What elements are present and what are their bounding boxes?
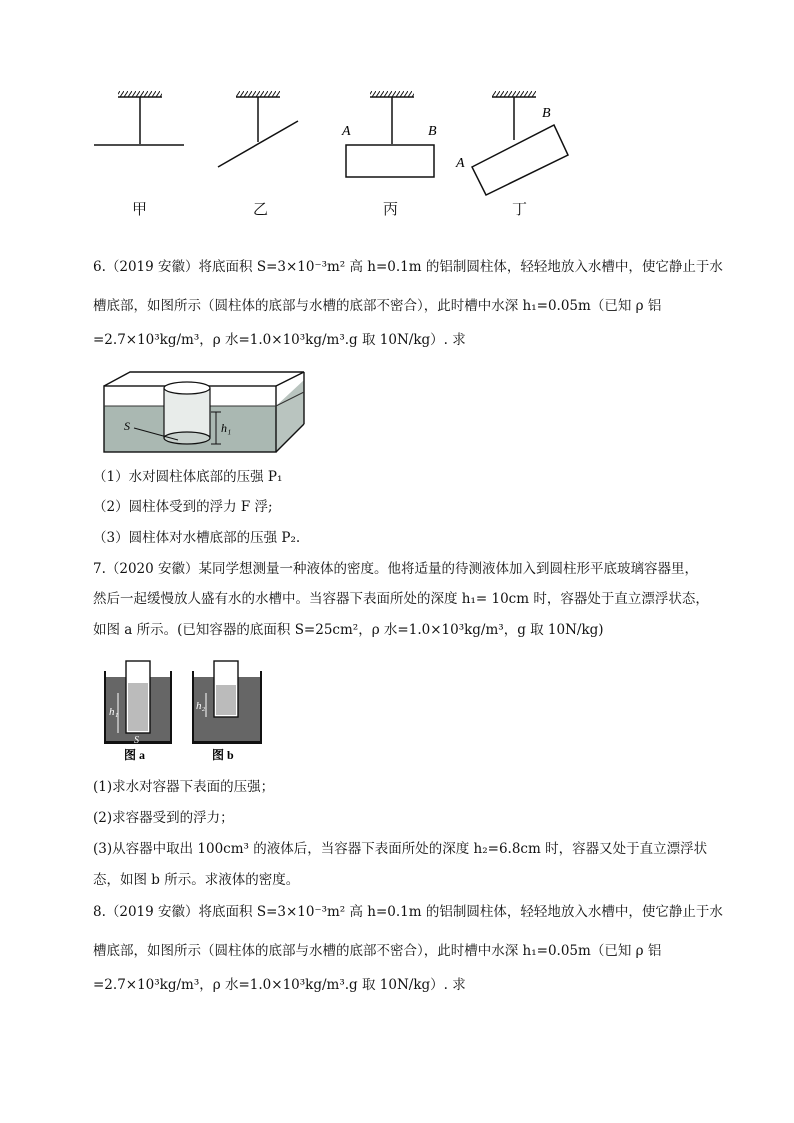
figure-label-ding: 丁: [512, 200, 528, 218]
q7-sub-3a: (3)从容器中取出 100cm³ 的液体后，当容器下表面所处的深度 h₂=6.8cm 时，容器又处于直立漂浮状: [93, 841, 708, 857]
q6-line-3: =2.7×10³kg/m³，ρ 水=1.0×10³kg/m³.g 取 10N/kg）. 求: [93, 332, 466, 348]
q6-sub-1: （1）水对圆柱体底部的压强 P₁: [93, 469, 283, 485]
figure-bing: [341, 91, 437, 177]
q8-line-1: 8.（2019 安徽）将底面积 S=3×10⁻³m² 高 h=0.1m 的铝制圆柱体，轻轻地放入水槽中，使它静止于水: [93, 904, 723, 920]
fig-a-caption: 图 a: [124, 748, 146, 762]
q6-sub-2: （2）圆柱体受到的浮力 F 浮;: [93, 499, 273, 515]
floating-container-figure: [100, 657, 266, 763]
fig-b-h2: h₂: [196, 700, 206, 712]
label-a: A: [342, 124, 351, 139]
q7-line-2: 然后一起缓慢放人盛有水的水槽中。当容器下表面所处的深度 h₁= 10cm 时，容器处于直立漂浮状态，: [93, 591, 709, 607]
q7-sub-3b: 态，如图 b 所示。求液体的密度。: [93, 872, 300, 888]
q6-line-1: 6.（2019 安徽）将底面积 S=3×10⁻³m² 高 h=0.1m 的铝制圆柱体，轻轻地放入水槽中，使它静止于水: [93, 259, 723, 275]
label-a: A: [456, 156, 465, 171]
q6-sub-3: （3）圆柱体对水槽底部的压强 P₂.: [93, 530, 301, 546]
water-tank-cylinder-figure: [100, 368, 308, 456]
fig-b-caption: 图 b: [212, 748, 234, 762]
hanging-rods-figure: [80, 85, 600, 205]
figure-label-jia: 甲: [132, 200, 148, 218]
fig-a-s: S: [134, 735, 139, 746]
figure-ding: [455, 91, 568, 195]
q7-line-3: 如图 a 所示。(已知容器的底面积 S=25cm²，ρ 水=1.0×10³kg/m³，g 取 10N/kg): [93, 622, 604, 638]
figure-label-bing: 丙: [383, 200, 399, 218]
fig-label-s: S: [124, 419, 130, 433]
q8-line-3: =2.7×10³kg/m³，ρ 水=1.0×10³kg/m³.g 取 10N/kg）. 求: [93, 977, 466, 993]
fig-a-h1: h₁: [109, 706, 119, 718]
fig-label-h1: h₁: [221, 421, 232, 435]
figure-jia: [94, 91, 184, 145]
q7-sub-2: (2)求容器受到的浮力；: [93, 810, 234, 826]
q8-line-2: 槽底部，如图所示（圆柱体的底部与水槽的底部不密合），此时槽中水深 h₁=0.05m（已知 ρ 铝: [93, 943, 662, 959]
figure-label-yi: 乙: [253, 200, 269, 218]
label-b: B: [428, 124, 437, 139]
q6-line-2: 槽底部，如图所示（圆柱体的底部与水槽的底部不密合），此时槽中水深 h₁=0.05m（已知 ρ 铝: [93, 298, 662, 314]
figure-b: [192, 661, 262, 744]
q7-line-1: 7.（2020 安徽）某同学想测量一种液体的密度。他将适量的待测液体加入到圆柱形平底玻璃容器里，: [93, 561, 699, 577]
q7-sub-1: (1)求水对容器下表面的压强；: [93, 779, 275, 795]
label-b: B: [542, 106, 551, 121]
figure-yi: [218, 91, 298, 167]
figure-a: [104, 661, 172, 746]
